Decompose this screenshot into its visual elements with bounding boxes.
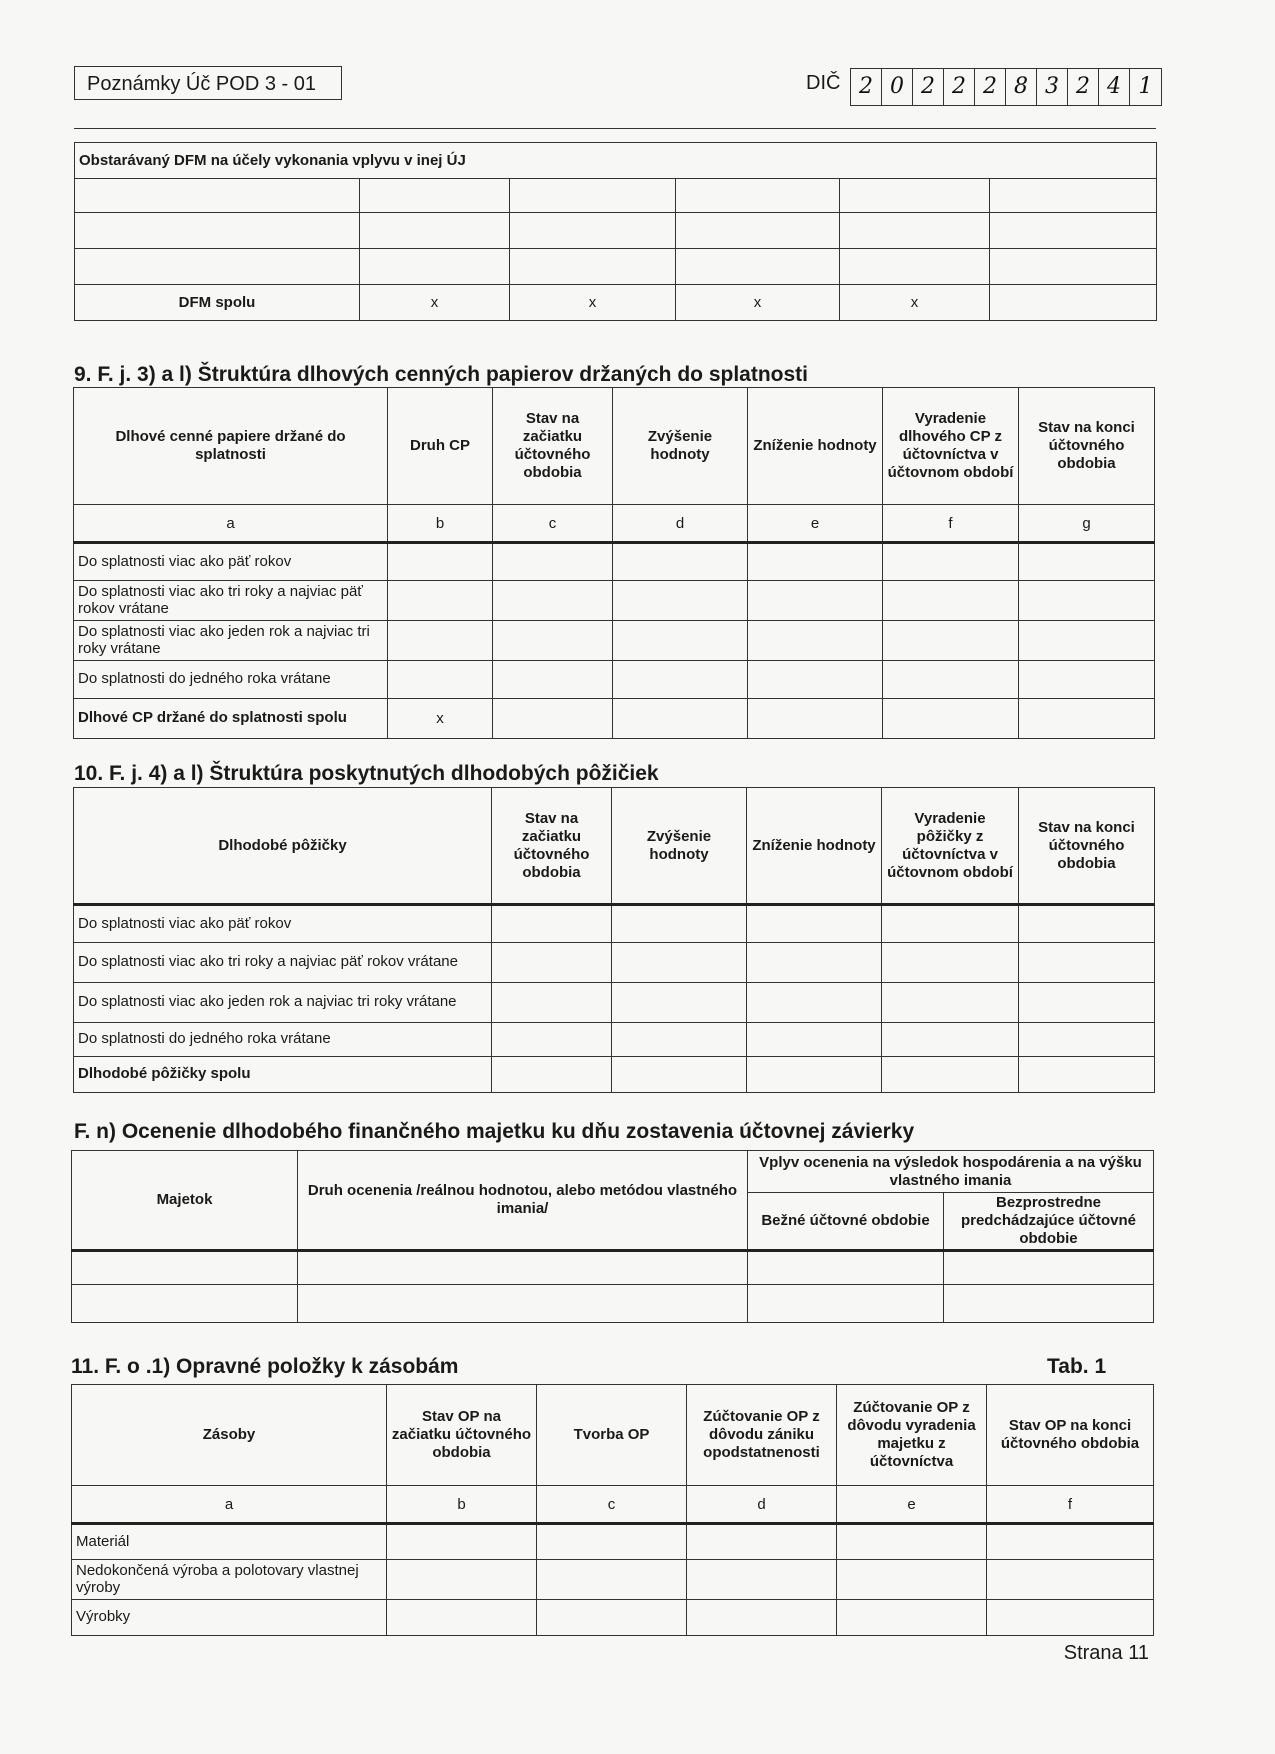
table-number-label: Tab. 1 [1047, 1355, 1107, 1378]
table-row [74, 983, 1155, 1023]
row-label: Do splatnosti viac ako jeden rok a najviac tri roky vrátane [74, 983, 492, 1023]
column-letter: c [537, 1486, 687, 1524]
column-letter: a [72, 1486, 387, 1524]
header-cell: Zvýšenie hodnoty [613, 388, 748, 505]
header-cell: Stav OP na začiatku účtovného obdobia [387, 1385, 537, 1486]
header-cell: Zásoby [72, 1385, 387, 1486]
section-fn-title: F. n) Ocenenie dlhodobého finančného majetku ku dňu zostavenia účtovnej závierky [74, 1120, 915, 1143]
table-row [75, 213, 1157, 249]
row-label: Do splatnosti do jedného roka vrátane [74, 661, 388, 699]
section-9-title: 9. F. j. 3) a l) Štruktúra dlhových cenných papierov držaných do splatnosti [74, 363, 808, 386]
table-row [72, 1560, 1154, 1600]
column-letter: e [837, 1486, 987, 1524]
table-row [72, 1285, 1154, 1323]
dic-digit: 2 [975, 69, 1006, 105]
dic-digit: 2 [1068, 69, 1099, 105]
cell-x: x [840, 285, 990, 321]
column-letter: d [687, 1486, 837, 1524]
form-code: Poznámky Úč POD 3 - 01 [87, 73, 316, 95]
header-cell: Majetok [72, 1151, 298, 1251]
dic-digit: 2 [944, 69, 975, 105]
dfm-table [74, 142, 1157, 321]
column-letter: e [748, 505, 883, 543]
form-code-box [74, 66, 342, 100]
row-label: Do splatnosti viac ako jeden rok a najviac tri roky vrátane [74, 621, 388, 661]
section-9-table [73, 387, 1155, 739]
column-letter: f [987, 1486, 1154, 1524]
table-row [75, 249, 1157, 285]
table-row [74, 661, 1155, 699]
header-cell: Druh CP [388, 388, 493, 505]
row-label: Nedokončená výroba a polotovary vlastnej výroby [72, 1560, 387, 1600]
section-10-table [73, 787, 1155, 1093]
section-11-title: 11. F. o .1) Opravné položky k zásobám [71, 1355, 459, 1378]
header-cell: Dlhové cenné papiere držané do splatnosti [74, 388, 388, 505]
table-row [74, 581, 1155, 621]
header-cell: Bezprostredne predchádzajúce účtovné obdobie [944, 1193, 1154, 1251]
column-letter: b [387, 1486, 537, 1524]
total-label: Dlhové CP držané do splatnosti spolu [74, 699, 388, 739]
table-row [75, 179, 1157, 213]
cell-x: x [360, 285, 510, 321]
header-cell: Stav na začiatku účtovného obdobia [492, 788, 612, 905]
table-row [74, 943, 1155, 983]
row-label: Do splatnosti viac ako tri roky a najviac päť rokov vrátane [74, 581, 388, 621]
row-label: Do splatnosti viac ako päť rokov [74, 905, 492, 943]
column-letter: f [883, 505, 1019, 543]
dfm-table-title: Obstarávaný DFM na účely vykonania vplyvu v inej ÚJ [75, 143, 1157, 179]
dfm-total-label: DFM spolu [75, 285, 360, 321]
table-row [72, 1524, 1154, 1560]
row-label: Do splatnosti do jedného roka vrátane [74, 1023, 492, 1057]
dic-digit: 2 [851, 69, 882, 105]
dic-digit: 8 [1006, 69, 1037, 105]
section-fn-table [71, 1150, 1154, 1323]
row-label: Do splatnosti viac ako päť rokov [74, 543, 388, 581]
dic-digit: 3 [1037, 69, 1068, 105]
header-rule [74, 128, 1156, 129]
header-cell: Zníženie hodnoty [747, 788, 882, 905]
table-row [74, 621, 1155, 661]
header-cell: Vplyv ocenenia na výsledok hospodárenia a na výšku vlastného imania [748, 1151, 1154, 1193]
header-cell: Stav na konci účtovného obdobia [1019, 388, 1155, 505]
dic-boxes [850, 68, 1162, 106]
dic-digit: 0 [882, 69, 913, 105]
column-letter: a [74, 505, 388, 543]
dfm-total-row [75, 285, 1157, 321]
header-cell: Zúčtovanie OP z dôvodu zániku opodstatnenosti [687, 1385, 837, 1486]
total-label: Dlhodobé pôžičky spolu [74, 1057, 492, 1093]
table-row [74, 905, 1155, 943]
column-letter: b [388, 505, 493, 543]
header-cell: Stav na konci účtovného obdobia [1019, 788, 1155, 905]
header-cell: Vyradenie dlhového CP z účtovníctva v účtovnom období [883, 388, 1019, 505]
column-letter: g [1019, 505, 1155, 543]
dic-digit: 2 [913, 69, 944, 105]
header-cell: Tvorba OP [537, 1385, 687, 1486]
page-number: Strana 11 [1063, 1642, 1149, 1664]
header-cell: Stav na začiatku účtovného obdobia [493, 388, 613, 505]
header-cell: Bežné účtovné obdobie [748, 1193, 944, 1251]
table-row [72, 1600, 1154, 1636]
cell-x: x [388, 699, 493, 739]
header-cell: Zvýšenie hodnoty [612, 788, 747, 905]
dic-digit: 1 [1138, 74, 1153, 99]
row-label: Materiál [72, 1524, 387, 1560]
section-10-total-row [74, 1057, 1155, 1093]
section-11-table [71, 1384, 1154, 1636]
row-label: Výrobky [72, 1600, 387, 1636]
dic-digit: 4 [1099, 69, 1130, 105]
column-letter: c [493, 505, 613, 543]
header-cell: Zúčtovanie OP z dôvodu vyradenia majetku z účtovníctva [837, 1385, 987, 1486]
header-cell: Stav OP na konci účtovného obdobia [987, 1385, 1154, 1486]
header-cell: Dlhodobé pôžičky [74, 788, 492, 905]
column-letter: d [613, 505, 748, 543]
cell-x: x [510, 285, 676, 321]
table-row [72, 1251, 1154, 1285]
cell-x: x [676, 285, 840, 321]
header-cell: Vyradenie pôžičky z účtovníctva v účtovnom období [882, 788, 1019, 905]
table-row [74, 543, 1155, 581]
dic-label: DIČ [806, 72, 841, 94]
header-cell: Druh ocenenia /reálnou hodnotou, alebo metódou vlastného imania/ [298, 1151, 748, 1251]
section-9-total-row [74, 699, 1155, 739]
section-10-title: 10. F. j. 4) a l) Štruktúra poskytnutých dlhodobých pôžičiek [74, 762, 659, 785]
header-cell: Zníženie hodnoty [748, 388, 883, 505]
row-label: Do splatnosti viac ako tri roky a najviac päť rokov vrátane [74, 943, 492, 983]
table-row [74, 1023, 1155, 1057]
